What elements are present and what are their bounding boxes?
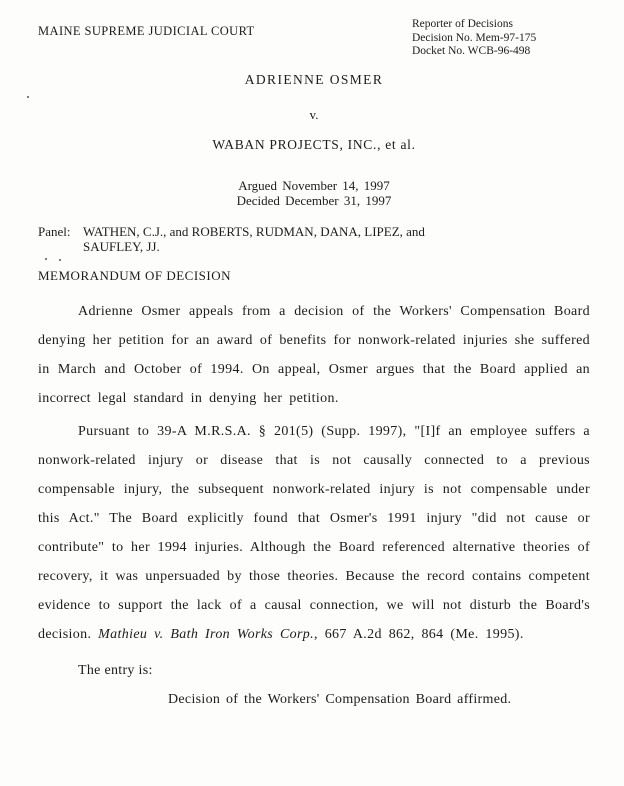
appellant-name: ADRIENNE OSMER bbox=[244, 71, 384, 87]
panel-judges bbox=[83, 224, 590, 255]
memorandum-paragraph-2 bbox=[38, 417, 590, 649]
case-caption bbox=[38, 72, 590, 153]
paragraph-2-citation-tail: , 667 A.2d 862, 864 (Me. 1995). bbox=[314, 626, 524, 642]
document-header bbox=[38, 18, 590, 59]
panel-section bbox=[38, 224, 590, 255]
court-name: MAINE SUPREME JUDICIAL COURT bbox=[38, 24, 255, 38]
argued-date: Argued November 14, 1997 bbox=[238, 177, 390, 193]
panel-judges-line-1: WATHEN, C.J., and ROBERTS, RUDMAN, DANA, LIPEZ, and bbox=[83, 223, 425, 239]
reporter-of-decisions: Reporter of Decisions bbox=[412, 18, 513, 30]
argument-dates bbox=[38, 178, 590, 208]
memorandum-paragraph-1: Adrienne Osmer appeals from a decision of the Workers' Compensation Board denying her petition for an award of benefits for nonwork-related injuries she suffered in March and October of 1994. On appeal, Osmer argues that the Board applied an incorrect legal standard in denying her petition. bbox=[38, 303, 590, 406]
scan-noise-speck bbox=[59, 259, 61, 261]
panel-judges-line-2: SAUFLEY, JJ. bbox=[83, 239, 160, 254]
reporter-block bbox=[412, 18, 590, 59]
docket-number: Docket No. WCB-96-498 bbox=[412, 45, 531, 57]
decision-number: Decision No. Mem-97-175 bbox=[412, 31, 537, 44]
case-citation: Mathieu v. Bath Iron Works Corp. bbox=[98, 626, 314, 642]
entry-text: Decision of the Workers' Compensation Board affirmed. bbox=[168, 691, 512, 707]
paragraph-2-text: Pursuant to 39-A M.R.S.A. § 201(5) (Supp. 1997), "[I]f an employee suffers a nonwork-related injury or disease that is not causally connected to a previous compensable injury, the subsequent nonwork-related injury is not compensable under this Act." The Board explicitly found that Osmer's 1991 injury "did not cause or contribute" to her 1994 injuries. Although the Board referenced alternative theories of recovery, it was unpersuaded by those theories. Because the record contains competent evidence to support the lack of a causal connection, we will not disturb the Board's decision. bbox=[38, 423, 590, 642]
decided-date: Decided December 31, 1997 bbox=[236, 192, 392, 208]
scan-noise-speck bbox=[27, 96, 29, 98]
scan-noise-speck bbox=[45, 258, 47, 260]
appellees-name: WABAN PROJECTS, INC., et al. bbox=[212, 136, 416, 152]
entry-label: The entry is: bbox=[78, 662, 153, 678]
panel-label: Panel: bbox=[38, 223, 71, 239]
versus-label: v. bbox=[309, 106, 319, 122]
memorandum-heading: MEMORANDUM OF DECISION bbox=[38, 267, 232, 283]
